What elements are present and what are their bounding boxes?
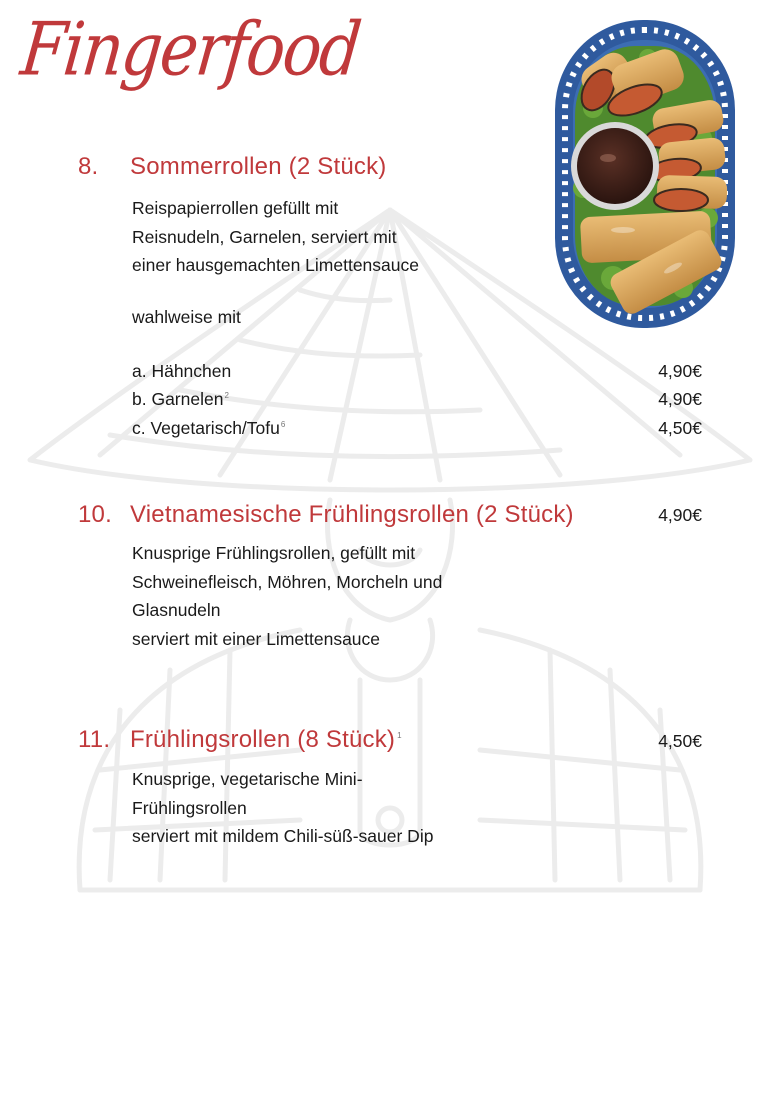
options-intro-text: wahlweise mit [132, 307, 241, 327]
menu-item-11-heading [78, 726, 402, 754]
description-line: Reispapierrollen gefüllt mit [132, 198, 339, 218]
allergen-footnote: 2 [224, 391, 229, 401]
item-number: 10. [78, 501, 112, 528]
description-line: Schweinefleisch, Möhren, Morcheln und [132, 571, 443, 592]
variant-label: c. Vegetarisch/Tofu [132, 418, 280, 438]
variant-row [132, 418, 285, 439]
description-line: serviert mit mildem Chili-süß-sauer Dip [132, 826, 434, 846]
variant-label: b. Garnelen [132, 389, 224, 409]
item-name-wrap [130, 726, 402, 754]
item-price: 4,50€ [658, 731, 702, 751]
description-line: einer hausgemachten Limettensauce [132, 255, 419, 275]
description-line: Knusprige, vegetarische Mini- [132, 769, 363, 789]
allergen-footnote: 6 [280, 420, 286, 430]
allergen-footnote: 1 [397, 731, 402, 740]
item-name: Sommerrollen (2 Stück) [130, 153, 387, 180]
variant-price: 4,90€ [658, 389, 702, 409]
variant-price: 4,50€ [658, 418, 702, 438]
description-line: Frühlingsrollen [132, 797, 247, 818]
description-line: Glasnudeln [132, 600, 221, 620]
menu-item-8-description [132, 194, 419, 280]
variant-label: a. Hähnchen [132, 361, 232, 381]
item-price: 4,90€ [658, 505, 702, 525]
variant-row [132, 361, 231, 382]
item-number: 8. [78, 153, 99, 180]
item-number: 11. [78, 726, 111, 753]
description-line: serviert mit einer Limettensauce [132, 628, 381, 649]
menu-item-10-heading [78, 501, 574, 529]
menu-item-11-description [132, 765, 433, 851]
options-intro [132, 303, 241, 332]
item-name: Vietnamesische Frühlingsrollen (2 Stück) [130, 501, 574, 528]
menu-item-8-heading [78, 153, 386, 181]
menu-item-10-description [132, 539, 442, 653]
description-line: Reisnudeln, Garnelen, serviert mit [132, 226, 397, 247]
variant-price: 4,90€ [658, 361, 702, 381]
item-name: Frühlingsrollen (8 Stück) [130, 726, 396, 753]
spring-rolls-plate-image [553, 18, 737, 330]
page-title: Fingerfood [17, 8, 364, 94]
description-line: Knusprige Frühlingsrollen, gefüllt mit [132, 543, 416, 563]
variant-row [132, 389, 229, 410]
